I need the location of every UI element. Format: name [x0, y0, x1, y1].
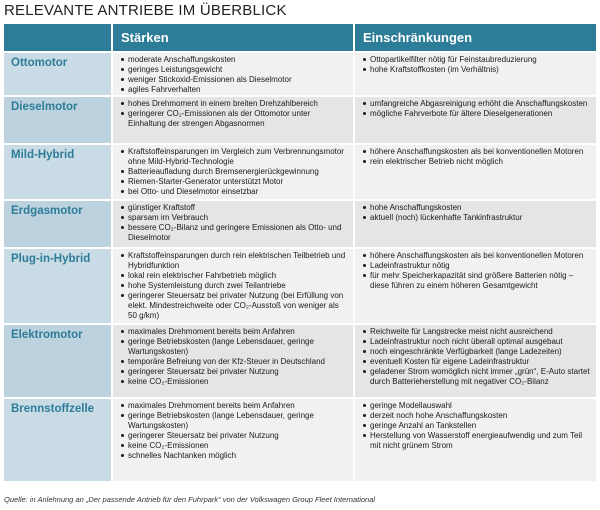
source-note: Quelle: in Anlehnung an „Der passende Antrieb für den Fuhrpark“ von der Volkswagen Group Fleet International [4, 495, 376, 504]
limitations-list [363, 147, 592, 167]
list-item: aktuell (noch) lückenhafte Tankinfrastruktur [363, 213, 592, 223]
list-item: für mehr Speicherkapazität sind größere Batterien nötig – diese führen zu einem höheren Gesamtgewicht [363, 271, 592, 291]
list-item: agiles Fahrverhalten [121, 85, 349, 95]
list-item: Kraftstoffeinsparungen durch rein elektrischen Teilbetrieb und Hybridfunktion [121, 251, 349, 271]
limitations-cell [354, 200, 597, 248]
list-item: geringerer CO₂-Emissionen als der Ottomotor unter Einhaltung der strengen Abgasnormen [121, 109, 349, 129]
list-item: Ladeinfrastruktur noch nicht überall optimal ausgebaut [363, 337, 592, 347]
table-row [4, 324, 597, 398]
list-item: weniger Stickoxid-Emissionen als Dieselmotor [121, 75, 349, 85]
list-item: lokal rein elektrischer Fahrbetrieb möglich [121, 271, 349, 281]
list-item: hohes Drehmoment in einem breiten Drehzahlbereich [121, 99, 349, 109]
list-item: geringerer Steuersatz bei privater Nutzung [121, 431, 349, 441]
strengths-cell [112, 248, 354, 324]
table-row [4, 248, 597, 324]
table-row [4, 398, 597, 482]
list-item: hohe Anschaffungskosten [363, 203, 592, 213]
list-item: geringe Anzahl an Tankstellen [363, 421, 592, 431]
list-item: umfangreiche Abgasreinigung erhöht die Anschaffungskosten [363, 99, 592, 109]
list-item: bei Otto- und Dieselmotor einsetzbar [121, 187, 349, 197]
list-item: temporäre Befreiung von der Kfz-Steuer in Deutschland [121, 357, 349, 367]
list-item: geringerer Steuersatz bei privater Nutzung (bei Erfüllung von elekt. Mindestreichweite oder CO₂-Ausstoß von weniger als 50 g/km) [121, 291, 349, 321]
list-item: Kraftstoffeinsparungen im Vergleich zum Verbrennungsmotor ohne Mild-Hybrid-Technologie [121, 147, 349, 167]
row-label: Dieselmotor [4, 96, 112, 144]
list-item: Herstellung von Wasserstoff energieaufwendig und zum Teil mit nicht grünem Strom [363, 431, 592, 451]
strengths-list [121, 147, 349, 197]
limitations-cell [354, 144, 597, 200]
strengths-list [121, 203, 349, 243]
list-item: Riemen-Starter-Generator unterstützt Motor [121, 177, 349, 187]
list-item: maximales Drehmoment bereits beim Anfahren [121, 401, 349, 411]
limitations-cell [354, 52, 597, 96]
limitations-cell [354, 398, 597, 482]
limitations-list [363, 251, 592, 291]
list-item: hohe Systemleistung durch zwei Teilantriebe [121, 281, 349, 291]
limitations-cell [354, 248, 597, 324]
list-item: hohe Kraftstoffkosten (im Verhältnis) [363, 65, 592, 75]
list-item: rein elektrischer Betrieb nicht möglich [363, 157, 592, 167]
list-item: eventuell Kosten für eigene Ladeinfrastruktur [363, 357, 592, 367]
limitations-cell [354, 96, 597, 144]
limitations-list [363, 203, 592, 223]
limitations-cell [354, 324, 597, 398]
strengths-list [121, 99, 349, 129]
limitations-list [363, 55, 592, 75]
limitations-list [363, 99, 592, 119]
list-item: geringerer Steuersatz bei privater Nutzung [121, 367, 349, 377]
list-item: moderate Anschaffungskosten [121, 55, 349, 65]
list-item: geringe Modellauswahl [363, 401, 592, 411]
header-strengths: Stärken [112, 24, 354, 52]
table-row [4, 200, 597, 248]
header-limitations: Einschränkungen [354, 24, 597, 52]
row-label: Mild-Hybrid [4, 144, 112, 200]
strengths-list [121, 55, 349, 95]
table-row [4, 52, 597, 96]
row-label: Elektromotor [4, 324, 112, 398]
strengths-cell [112, 144, 354, 200]
strengths-cell [112, 200, 354, 248]
list-item: keine CO₂-Emissionen [121, 441, 349, 451]
list-item: Reichweite für Langstrecke meist nicht ausreichend [363, 327, 592, 337]
strengths-list [121, 327, 349, 387]
list-item: maximales Drehmoment bereits beim Anfahren [121, 327, 349, 337]
list-item: geringe Betriebskosten (lange Lebensdauer, geringe Wartungskosten) [121, 337, 349, 357]
list-item: noch eingeschränkte Verfügbarkeit (lange Ladezeiten) [363, 347, 592, 357]
table-row [4, 144, 597, 200]
list-item: höhere Anschaffungskosten als bei konventionellen Motoren [363, 147, 592, 157]
strengths-list [121, 251, 349, 321]
list-item: Batterieaufladung durch Bremsenergierückgewinnung [121, 167, 349, 177]
list-item: Ottopartikelfilter nötig für Feinstaubreduzierung [363, 55, 592, 65]
list-item: sparsam im Verbrauch [121, 213, 349, 223]
row-label: Ottomotor [4, 52, 112, 96]
strengths-list [121, 401, 349, 461]
table-row [4, 96, 597, 144]
comparison-table [4, 24, 598, 483]
list-item: Ladeinfrastruktur nötig [363, 261, 592, 271]
row-label: Erdgasmotor [4, 200, 112, 248]
row-label: Plug-in-Hybrid [4, 248, 112, 324]
limitations-list [363, 327, 592, 387]
table-header-row [4, 24, 597, 52]
limitations-list [363, 401, 592, 451]
strengths-cell [112, 398, 354, 482]
row-label: Brennstoffzelle [4, 398, 112, 482]
strengths-cell [112, 52, 354, 96]
list-item: geringes Leistungsgewicht [121, 65, 349, 75]
list-item: schnelles Nachtanken möglich [121, 451, 349, 461]
list-item: mögliche Fahrverbote für ältere Dieselgenerationen [363, 109, 592, 119]
list-item: keine CO₂-Emissionen [121, 377, 349, 387]
list-item: derzeit noch hohe Anschaffungskosten [363, 411, 592, 421]
strengths-cell [112, 324, 354, 398]
list-item: höhere Anschaffungskosten als bei konventionellen Motoren [363, 251, 592, 261]
list-item: günstiger Kraftstoff [121, 203, 349, 213]
list-item: geringe Betriebskosten (lange Lebensdauer, geringe Wartungskosten) [121, 411, 349, 431]
strengths-cell [112, 96, 354, 144]
list-item: geladener Strom womöglich nicht immer „grün“, E-Auto startet durch Batterieherstellung mit negativer CO₂-Bilanz [363, 367, 592, 387]
header-empty [4, 24, 112, 52]
page-title: RELEVANTE ANTRIEBE IM ÜBERBLICK [4, 2, 287, 19]
list-item: bessere CO₂-Bilanz und geringere Emissionen als Otto- und Dieselmotor [121, 223, 349, 243]
